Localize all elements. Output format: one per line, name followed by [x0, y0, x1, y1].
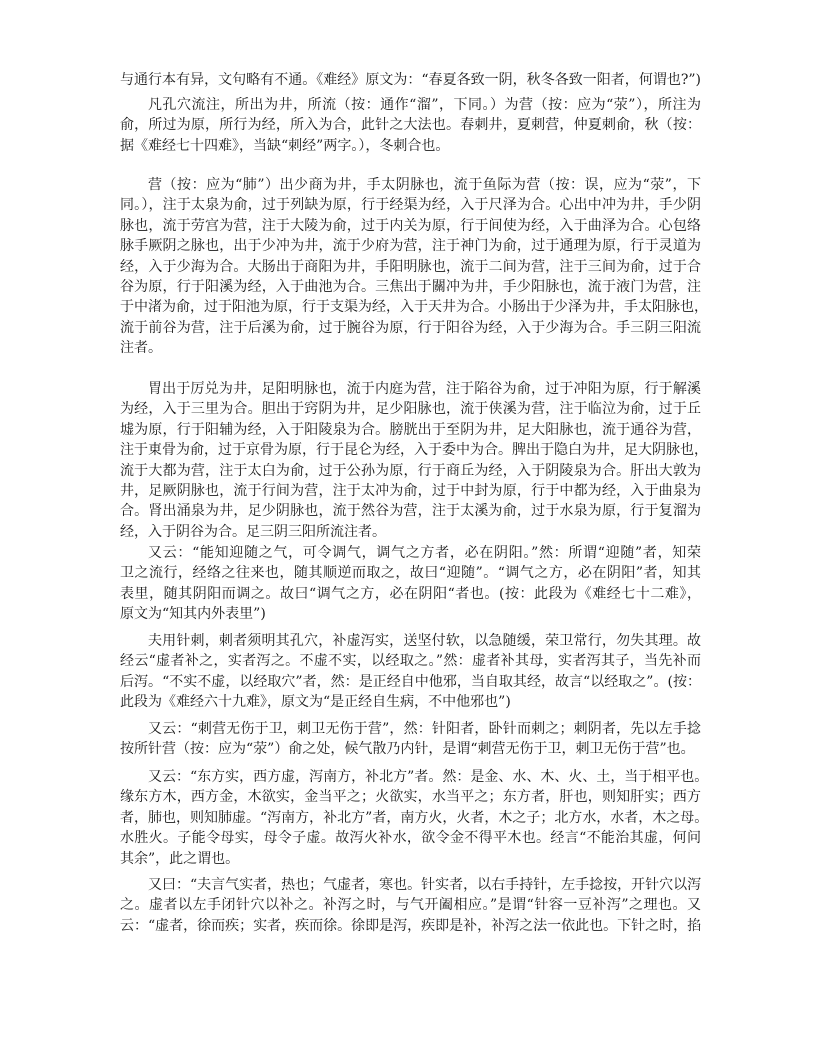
paragraph [120, 175, 708, 359]
paragraph [120, 875, 701, 936]
text-line: 流于前谷为营，注于后溪为俞，过于腕谷为原，行于阳谷为经，入于少海为合。手三阴三阳流 [120, 319, 701, 336]
text-line: 之。虚者以左手闭针穴以补之。补泻之时，与气开阖相应。”是谓“针容一豆补泻”之理也。又 [120, 897, 701, 914]
text-line: 注于東骨为俞，过于京骨为原，行于昆仑为经，入于委中为合。脾出于隐白为井，足大阴脉也， [120, 442, 708, 459]
text-line: 合。肾出涌泉为井，足少阴脉也，流于然谷为营，注于太溪为俞，过于水泉为原，行于复溜为 [120, 503, 701, 520]
text-line: 据《难经七十四难》，当缺“刺经”两字。），冬刺合也。 [120, 137, 450, 154]
paragraph [120, 719, 701, 760]
text-line: 后泻。“不实不虚，以经取穴”者，然：是正经自中他邪，当自取其经，故言“以经取之”。(按： [120, 673, 701, 690]
text-line: 经云“虚者补之，实者泻之。不虚不实，以经取之。”然：虚者补其母，实者泻其子，当先补而 [120, 653, 701, 670]
text-line: 经，入于阴谷为合。足三阴三阳所流注者。 [120, 523, 386, 540]
text-line: 又云：“东方实，西方虚，泻南方，补北方”者。然：是金、水、木、火、土，当于相平也。 [148, 769, 709, 785]
text-line: 又云：“能知迎随之气，可令调气，调气之方者，必在阴阳。”然：所谓“迎随”者，知荣 [148, 545, 701, 561]
text-line: 其余”，此之谓也。 [120, 850, 240, 867]
text-line: 经，入于少海为合。大肠出于商阳为井，手阳明脉也，流于二间为营，注于三间为俞，过于合 [120, 258, 701, 275]
text-line: 水胜火。子能令母实，母令子虚。故泻火补水，欲令金不得平木也。经言“不能治其虚，何问 [120, 830, 701, 847]
text-line: 表里，随其阴阳而调之。故曰“调气之方，必在阴阳“者也。(按：此段为《难经七十二难》， [120, 585, 701, 602]
text-line: 注者。 [120, 340, 162, 357]
text-line: 此段为《难经六十九难》，原文为“是正经自生病，不中他邪也”) [120, 694, 511, 711]
text-line: 为经，入于三里为合。胆出于窍阴为井，足少阳脉也，流于侠溪为营，注于临泣为俞，过于丘 [120, 401, 701, 418]
text-line: 于中渚为俞，过于阳池为原，行于支渠为经，入于天井为合。小肠出于少泽为井，手太阳脉也， [120, 299, 708, 316]
text-line: 夫用针刺，刺者须明其孔穴，补虚泻实，送坚付软，以急随缓，荣卫常行，勿失其理。故 [148, 633, 701, 649]
text-line: 营（按：应为“肺”）出少商为井，手太阴脉也，流于鱼际为营（按：误，应为“荥”，下 [148, 177, 701, 193]
text-line: 又曰：“夫言气实者，热也；气虚者，寒也。针实者，以右手持针，左手捻按，开针穴以泻 [148, 877, 702, 893]
text-line: 同。），注于太泉为俞，过于列缺为原，行于经渠为经，入于尺泽为合。心出中冲为井，手少阴 [120, 197, 701, 214]
text-line: 又云：“刺营无伤于卫，刺卫无伤于营”，然：针阳者，卧针而刺之；刺阴者，先以左手捻 [148, 721, 701, 737]
text-line: 者，肺也，则知肺虚。“泻南方，补北方”者，南方火，火者，木之子；北方水，水者，木之母。 [120, 809, 709, 826]
text-line: 胃出于厉兑为井，足阳明脉也，流于内庭为营，注于陷谷为俞，过于冲阳为原，行于解溪 [148, 381, 701, 397]
text-line: 墟为原，行于阳辅为经，入于阳陵泉为合。膀胱出于至阴为井，足大阳脉也，流于通谷为营， [120, 421, 701, 438]
text-line: 按所针营（按：应为“荥”）俞之处，候气散乃内针，是谓“刺营无伤于卫，刺卫无伤于营”也。 [120, 741, 695, 758]
text-line: 脉也，流于劳宫为营，注于大陵为俞，过于内关为原，行于间使为经，入于曲泽为合。心包络 [120, 217, 701, 234]
text-line: 井，足厥阴脉也，流于行间为营，注于太冲为俞，过于中封为原，行于中都为经，入于曲泉为 [120, 482, 701, 499]
paragraph [120, 543, 701, 625]
paragraph [120, 767, 709, 869]
text-line: 凡孔穴流注，所出为井，所流（按：通作“溜”，下同。）为营（按：应为“荥”），所注为 [148, 97, 701, 113]
paragraph [120, 379, 708, 542]
text-line: 与通行本有异，文句略有不通。《难经》原文为：“春夏各致一阴，秋冬各致一阳者，何谓也?”) [120, 72, 701, 88]
text-line: 云：“虚者，徐而疾；实者，疾而徐。徐即是泻，疾即是补，补泻之法一依此也。下针之时，掐 [120, 917, 702, 934]
paragraph [120, 631, 701, 713]
text-line: 缘东方木，西方金，木欲实，金当平之；火欲实，水当平之；东方者，肝也，则知肝实；西方 [120, 789, 701, 806]
text-line: 脉手厥阴之脉也，出于少冲为井，流于少府为营，注于神门为俞，过于通理为原，行于灵道为 [120, 238, 701, 255]
text-line: 俞，所过为原，所行为经，所入为合，此针之大法也。春刺井，夏刺营，仲夏刺俞，秋（按： [120, 117, 701, 134]
text-line: 原文为“知其内外表里”) [120, 606, 266, 623]
text-line: 流于大都为营，注于太白为俞，过于公孙为原，行于商丘为经，入于阴陵泉为合。肝出大敦为 [120, 462, 701, 479]
paragraph [120, 95, 701, 156]
text-line: 卫之流行，经络之往来也，随其顺逆而取之，故曰“迎随”。“调气之方，必在阴阳”者，知其 [120, 565, 701, 582]
paragraph [120, 70, 701, 90]
text-line: 谷为原，行于阳溪为经，入于曲池为合。三焦出于關冲为井，手少阳脉也，流于液门为营，注 [120, 278, 701, 295]
